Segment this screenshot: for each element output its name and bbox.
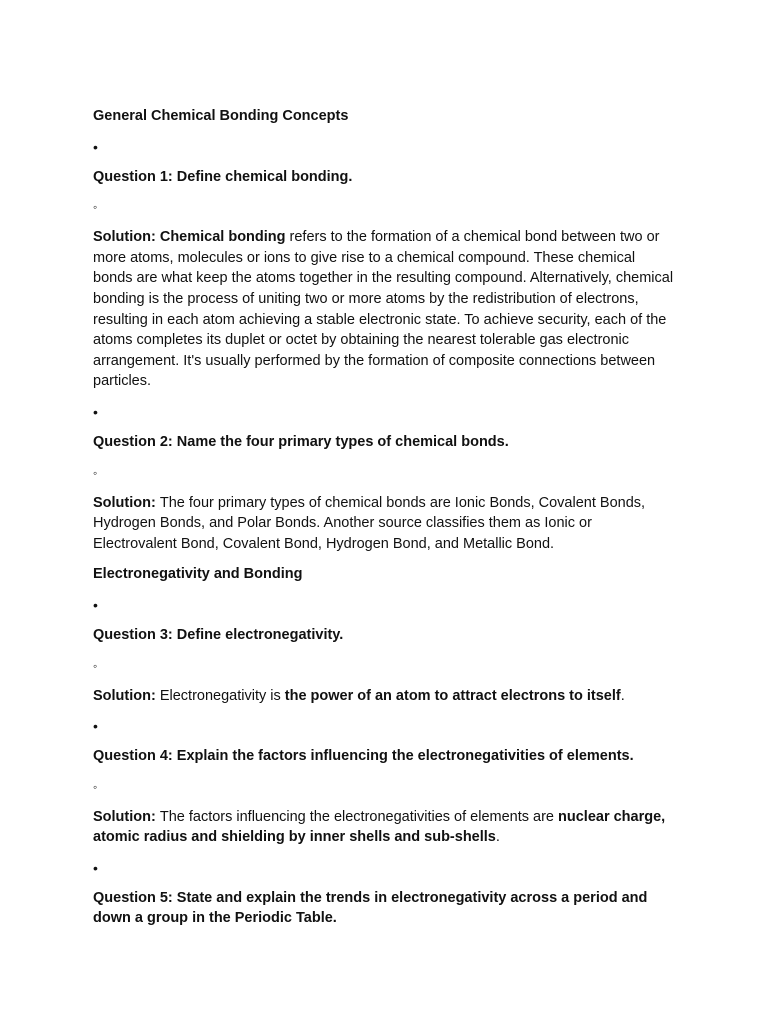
question-4: Question 4: Explain the factors influencing the electronegativities of elements. <box>93 748 634 765</box>
document-page <box>93 106 678 939</box>
solution-text: Electronegativity is <box>159 687 285 704</box>
bullet-marker: • <box>93 596 98 613</box>
bullet-marker: • <box>93 403 98 420</box>
solution-1 <box>93 227 678 392</box>
solution-emphasis: the power of an atom to attract electrons to itself <box>284 687 621 704</box>
solution-text-end: . <box>620 687 625 704</box>
solution-2 <box>93 493 678 555</box>
question-5: Question 5: State and explain the trends in electronegativity across a period and down a group in the Periodic Table. <box>93 889 648 927</box>
sub-bullet-marker: ◦ <box>93 779 98 794</box>
solution-3 <box>93 686 678 707</box>
sub-bullet-marker: ◦ <box>93 200 98 215</box>
solution-emphasis: nuclear charge, atomic radius and shielding by inner shells and sub-shells <box>93 808 666 846</box>
section-title-chemical-bonding: General Chemical Bonding Concepts <box>93 108 349 124</box>
question-3: Question 3: Define electronegativity. <box>93 626 344 643</box>
solution-label: Solution: <box>93 687 160 704</box>
solution-4 <box>93 807 678 848</box>
solution-label: Solution: <box>93 494 160 511</box>
solution-text-end: . <box>495 829 500 846</box>
solution-text: refers to the formation of a chemical bond between two or more atoms, molecules or ions to give rise to a chemical compound. These chemical bonds are what keep the atoms together in the resulting compound. Alternatively, chemical bonding is the process of uniting two or more atoms by the redistribution of electrons, resulting in each atom achieving a stable electronic state. To achieve security, each of the atoms completes its duplet or octet by obtaining the nearest tolerable gas electronic arrangement. It's usually performed by the formation of composite connections between particles. <box>93 229 674 390</box>
solution-text: The four primary types of chemical bonds are Ionic Bonds, Covalent Bonds, Hydrogen Bonds, and Polar Bonds. Another source classifies them as Ionic or Electrovalent Bond, Covalent Bond, Hydrogen Bond, and Metallic Bond. <box>93 494 646 552</box>
section-title-electronegativity: Electronegativity and Bonding <box>93 566 303 583</box>
solution-label: Solution: <box>93 808 160 825</box>
sub-bullet-marker: ◦ <box>93 465 98 480</box>
solution-label: Solution: <box>93 229 160 246</box>
sub-bullet-marker: ◦ <box>93 658 98 673</box>
bullet-marker: • <box>93 138 98 155</box>
bullet-marker: • <box>93 718 98 735</box>
question-1: Question 1: Define chemical bonding. <box>93 168 353 185</box>
bullet-marker: • <box>93 859 98 876</box>
question-2: Question 2: Name the four primary types of chemical bonds. <box>93 433 509 450</box>
solution-text: The factors influencing the electronegativities of elements are <box>159 808 559 825</box>
solution-term: Chemical bonding <box>159 229 286 246</box>
